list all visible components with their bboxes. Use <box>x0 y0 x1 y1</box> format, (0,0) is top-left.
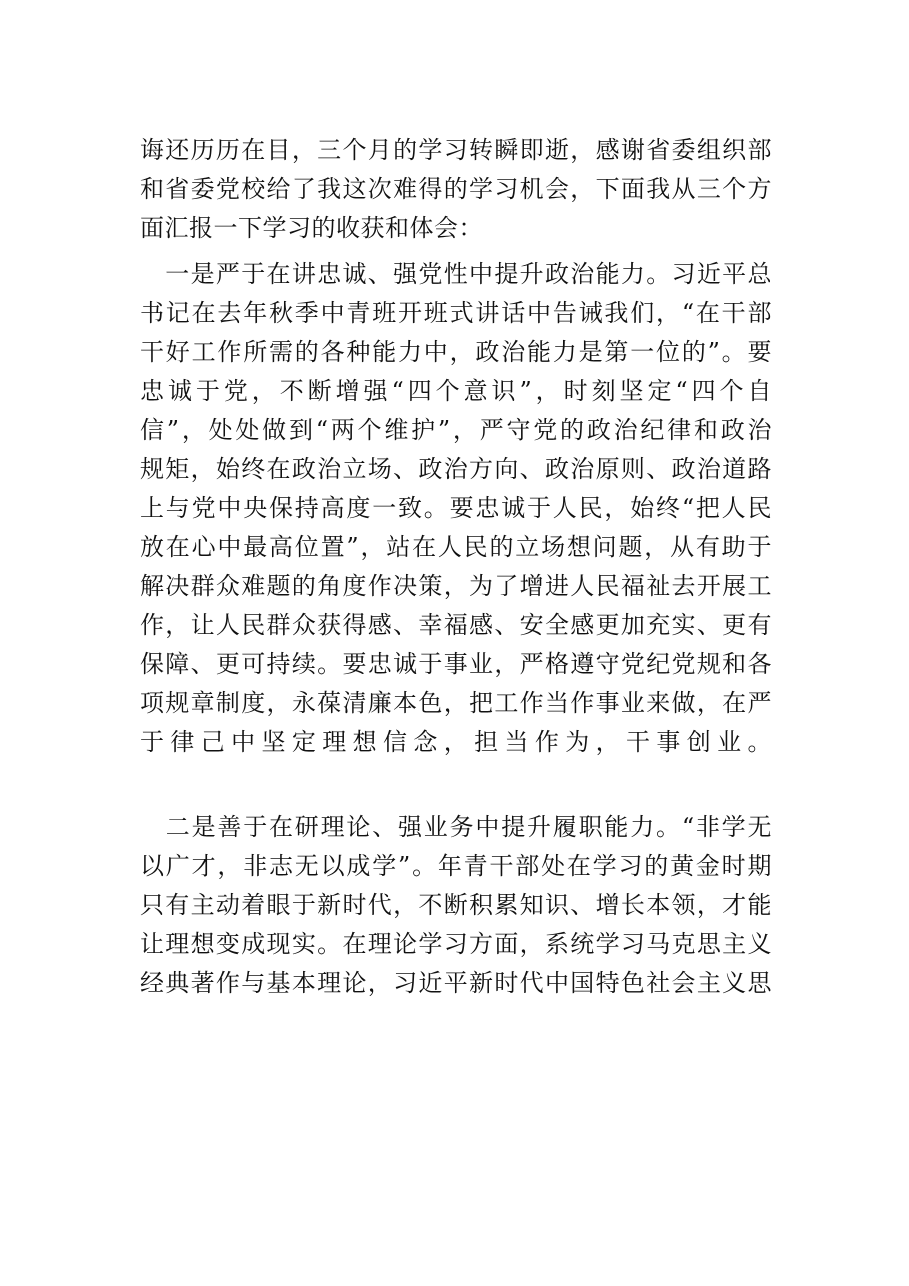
paragraph-spacer <box>140 248 772 255</box>
text-line: 面汇报一下学习的收获和体会： <box>140 214 483 242</box>
text-line: 和省委党校给了我这次难得的学习机会，下面我从三个方 <box>140 175 772 203</box>
text-line: 一是严于在讲忠诚、强党性中提升政治能力。习近平总 <box>140 260 772 288</box>
text-line: 忠诚于党，不断增强“四个意识”，时刻坚定“四个自 <box>140 377 772 405</box>
text-line: 以广才，非志无以成学”。年青干部处在学习的黄金时期 <box>140 852 772 880</box>
text-line: 信”，处处做到“两个维护”，严守党的政治纪律和政治 <box>140 416 772 444</box>
text-line: 解决群众难题的角度作决策，为了增进人民福祉去开展工 <box>140 572 772 600</box>
text-line: 上与党中央保持高度一致。要忠诚于人民，始终“把人民 <box>140 494 772 522</box>
text-line: 于律己中坚定理想信念，担当作为，干事创业。 <box>140 728 772 756</box>
paragraph-spacer <box>140 801 772 808</box>
paragraph-intro <box>140 131 772 248</box>
text-line: 书记在去年秋季中青班开班式讲话中告诫我们，“在干部 <box>140 299 772 327</box>
text-line: 放在心中最高位置”，站在人民的立场想问题，从有助于 <box>140 533 772 561</box>
text-line: 干好工作所需的各种能力中，政治能力是第一位的”。要 <box>140 338 772 366</box>
text-line: 二是善于在研理论、强业务中提升履职能力。“非学无 <box>140 813 772 841</box>
text-line: 只有主动着眼于新时代，不断积累知识、增长本领，才能 <box>140 891 772 919</box>
text-line <box>140 762 772 801</box>
paragraph-political-ability <box>140 255 772 801</box>
text-line: 项规章制度，永葆清廉本色，把工作当作事业来做，在严 <box>140 689 772 717</box>
document-body <box>140 131 772 1003</box>
text-line: 诲还历历在目，三个月的学习转瞬即逝，感谢省委组织部 <box>140 136 772 164</box>
text-line: 保障、更可持续。要忠诚于事业，严格遵守党纪党规和各 <box>140 650 772 678</box>
paragraph-duty-ability <box>140 808 772 1003</box>
text-line: 经典著作与基本理论，习近平新时代中国特色社会主义思 <box>140 969 772 997</box>
text-line: 作，让人民群众获得感、幸福感、安全感更加充实、更有 <box>140 611 772 639</box>
text-line: 让理想变成现实。在理论学习方面，系统学习马克思主义 <box>140 930 772 958</box>
text-line: 规矩，始终在政治立场、政治方向、政治原则、政治道路 <box>140 455 772 483</box>
